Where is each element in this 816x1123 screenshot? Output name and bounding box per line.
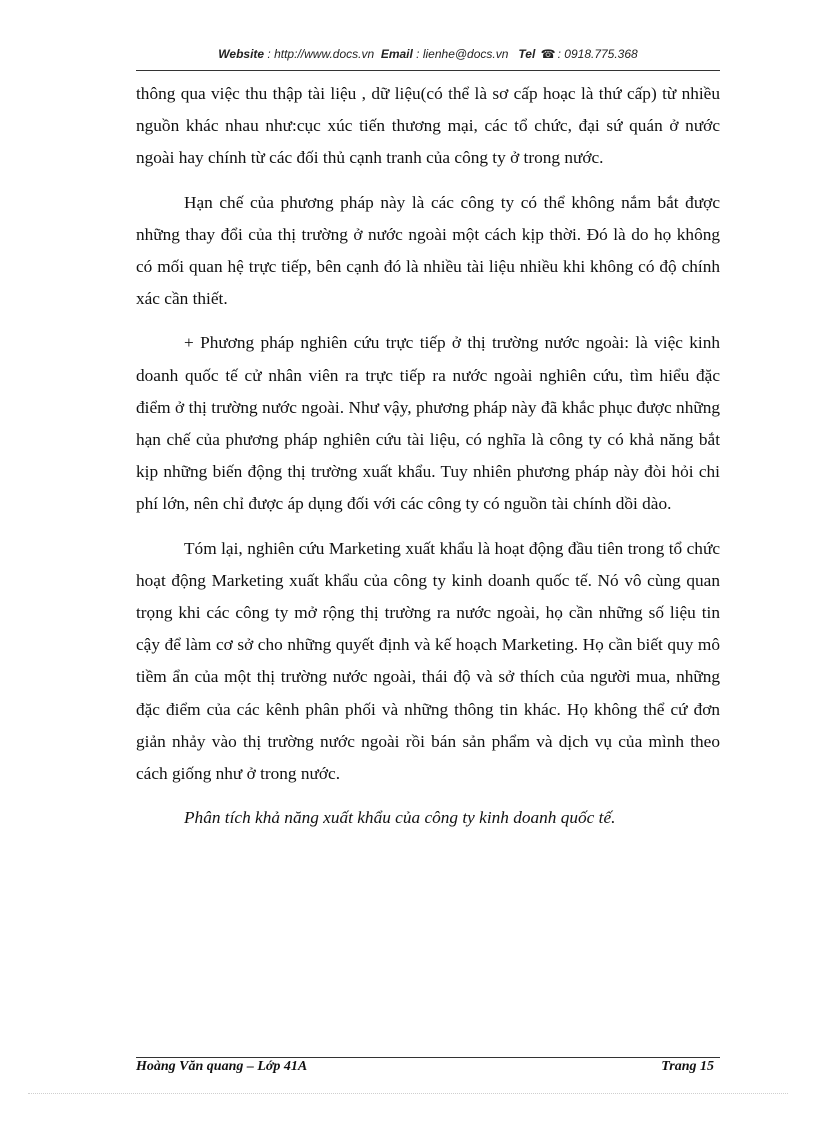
page-header bbox=[136, 47, 720, 61]
phone-icon: ☎ bbox=[540, 47, 556, 61]
website-label: Website bbox=[218, 47, 265, 61]
document-body bbox=[136, 78, 720, 846]
tel-label: Tel bbox=[518, 47, 536, 61]
footer-author: Hoàng Văn quang – Lớp 41A bbox=[136, 1059, 308, 1074]
footer-page-number: Trang 15 bbox=[661, 1059, 714, 1074]
section-heading: Phân tích khả năng xuất khẩu của công ty kinh doanh quốc tế. bbox=[184, 808, 616, 828]
paragraph-1: thông qua việc thu thập tài liệu , dữ liệu(có thể là sơ cấp hoạc là thứ cấp) từ nhiều nguồn khác nhau như:cục xúc tiến thương mại, các tổ chức, đại sứ quán ở nước ngoài hay chính từ các đối thủ cạnh tranh của công ty ở trong nước. bbox=[136, 84, 720, 168]
paragraph-4: Tóm lại, nghiên cứu Marketing xuất khẩu là hoạt động đầu tiên trong tổ chức hoạt động Marketing xuất khẩu của công ty kinh doanh quốc tế. Nó vô cùng quan trọng khi các công ty mở rộng thị trường ra nước ngoài, họ cần những số liệu tin cậy để làm cơ sở cho những quyết định và kế hoạch Marketing. Họ cần biết quy mô tiềm ẩn của một thị trường nước ngoài, thái độ và sở thích của người mua, những đặc điểm của các kênh phân phối và những thông tin khác. Họ không thể cứ đơn giản nhảy vào thị trường nước ngoài rồi bán sản phẩm và dịch vụ của mình theo cách giống như ở trong nước. bbox=[136, 538, 720, 784]
tel-value: : 0918.775.368 bbox=[557, 47, 638, 61]
website-value: : http://www.docs.vn bbox=[267, 47, 375, 61]
email-label: Email bbox=[380, 47, 413, 61]
page-edge-divider bbox=[28, 1093, 788, 1094]
paragraph-3: + Phương pháp nghiên cứu trực tiếp ở thị trường nước ngoài: là việc kinh doanh quốc tế cử nhân viên ra trực tiếp ra nước ngoài nghiên cứu, tìm hiểu đặc điểm ở thị trường nước ngoài. Như vậy, phương pháp này đã khắc phục được những hạn chế của phương pháp nghiên cứu tài liệu, có nghĩa là công ty có khả năng bắt kịp những biến động thị trường xuất khẩu. Tuy nhiên phương pháp này đòi hỏi chi phí lớn, nên chỉ được áp dụng đối với các công ty có nguồn tài chính dồi dào. bbox=[136, 333, 720, 514]
paragraph-2: Hạn chế của phương pháp này là các công ty có thể không nắm bắt được những thay đổi của thị trường ở nước ngoài một cách kịp thời. Đó là do họ không có mối quan hệ trực tiếp, bên cạnh đó là nhiều tài liệu nhiều khi không có độ chính xác cần thiết. bbox=[136, 192, 720, 309]
footer-divider bbox=[136, 1057, 720, 1058]
email-value: : lienhe@docs.vn bbox=[416, 47, 509, 61]
header-divider bbox=[136, 70, 720, 71]
